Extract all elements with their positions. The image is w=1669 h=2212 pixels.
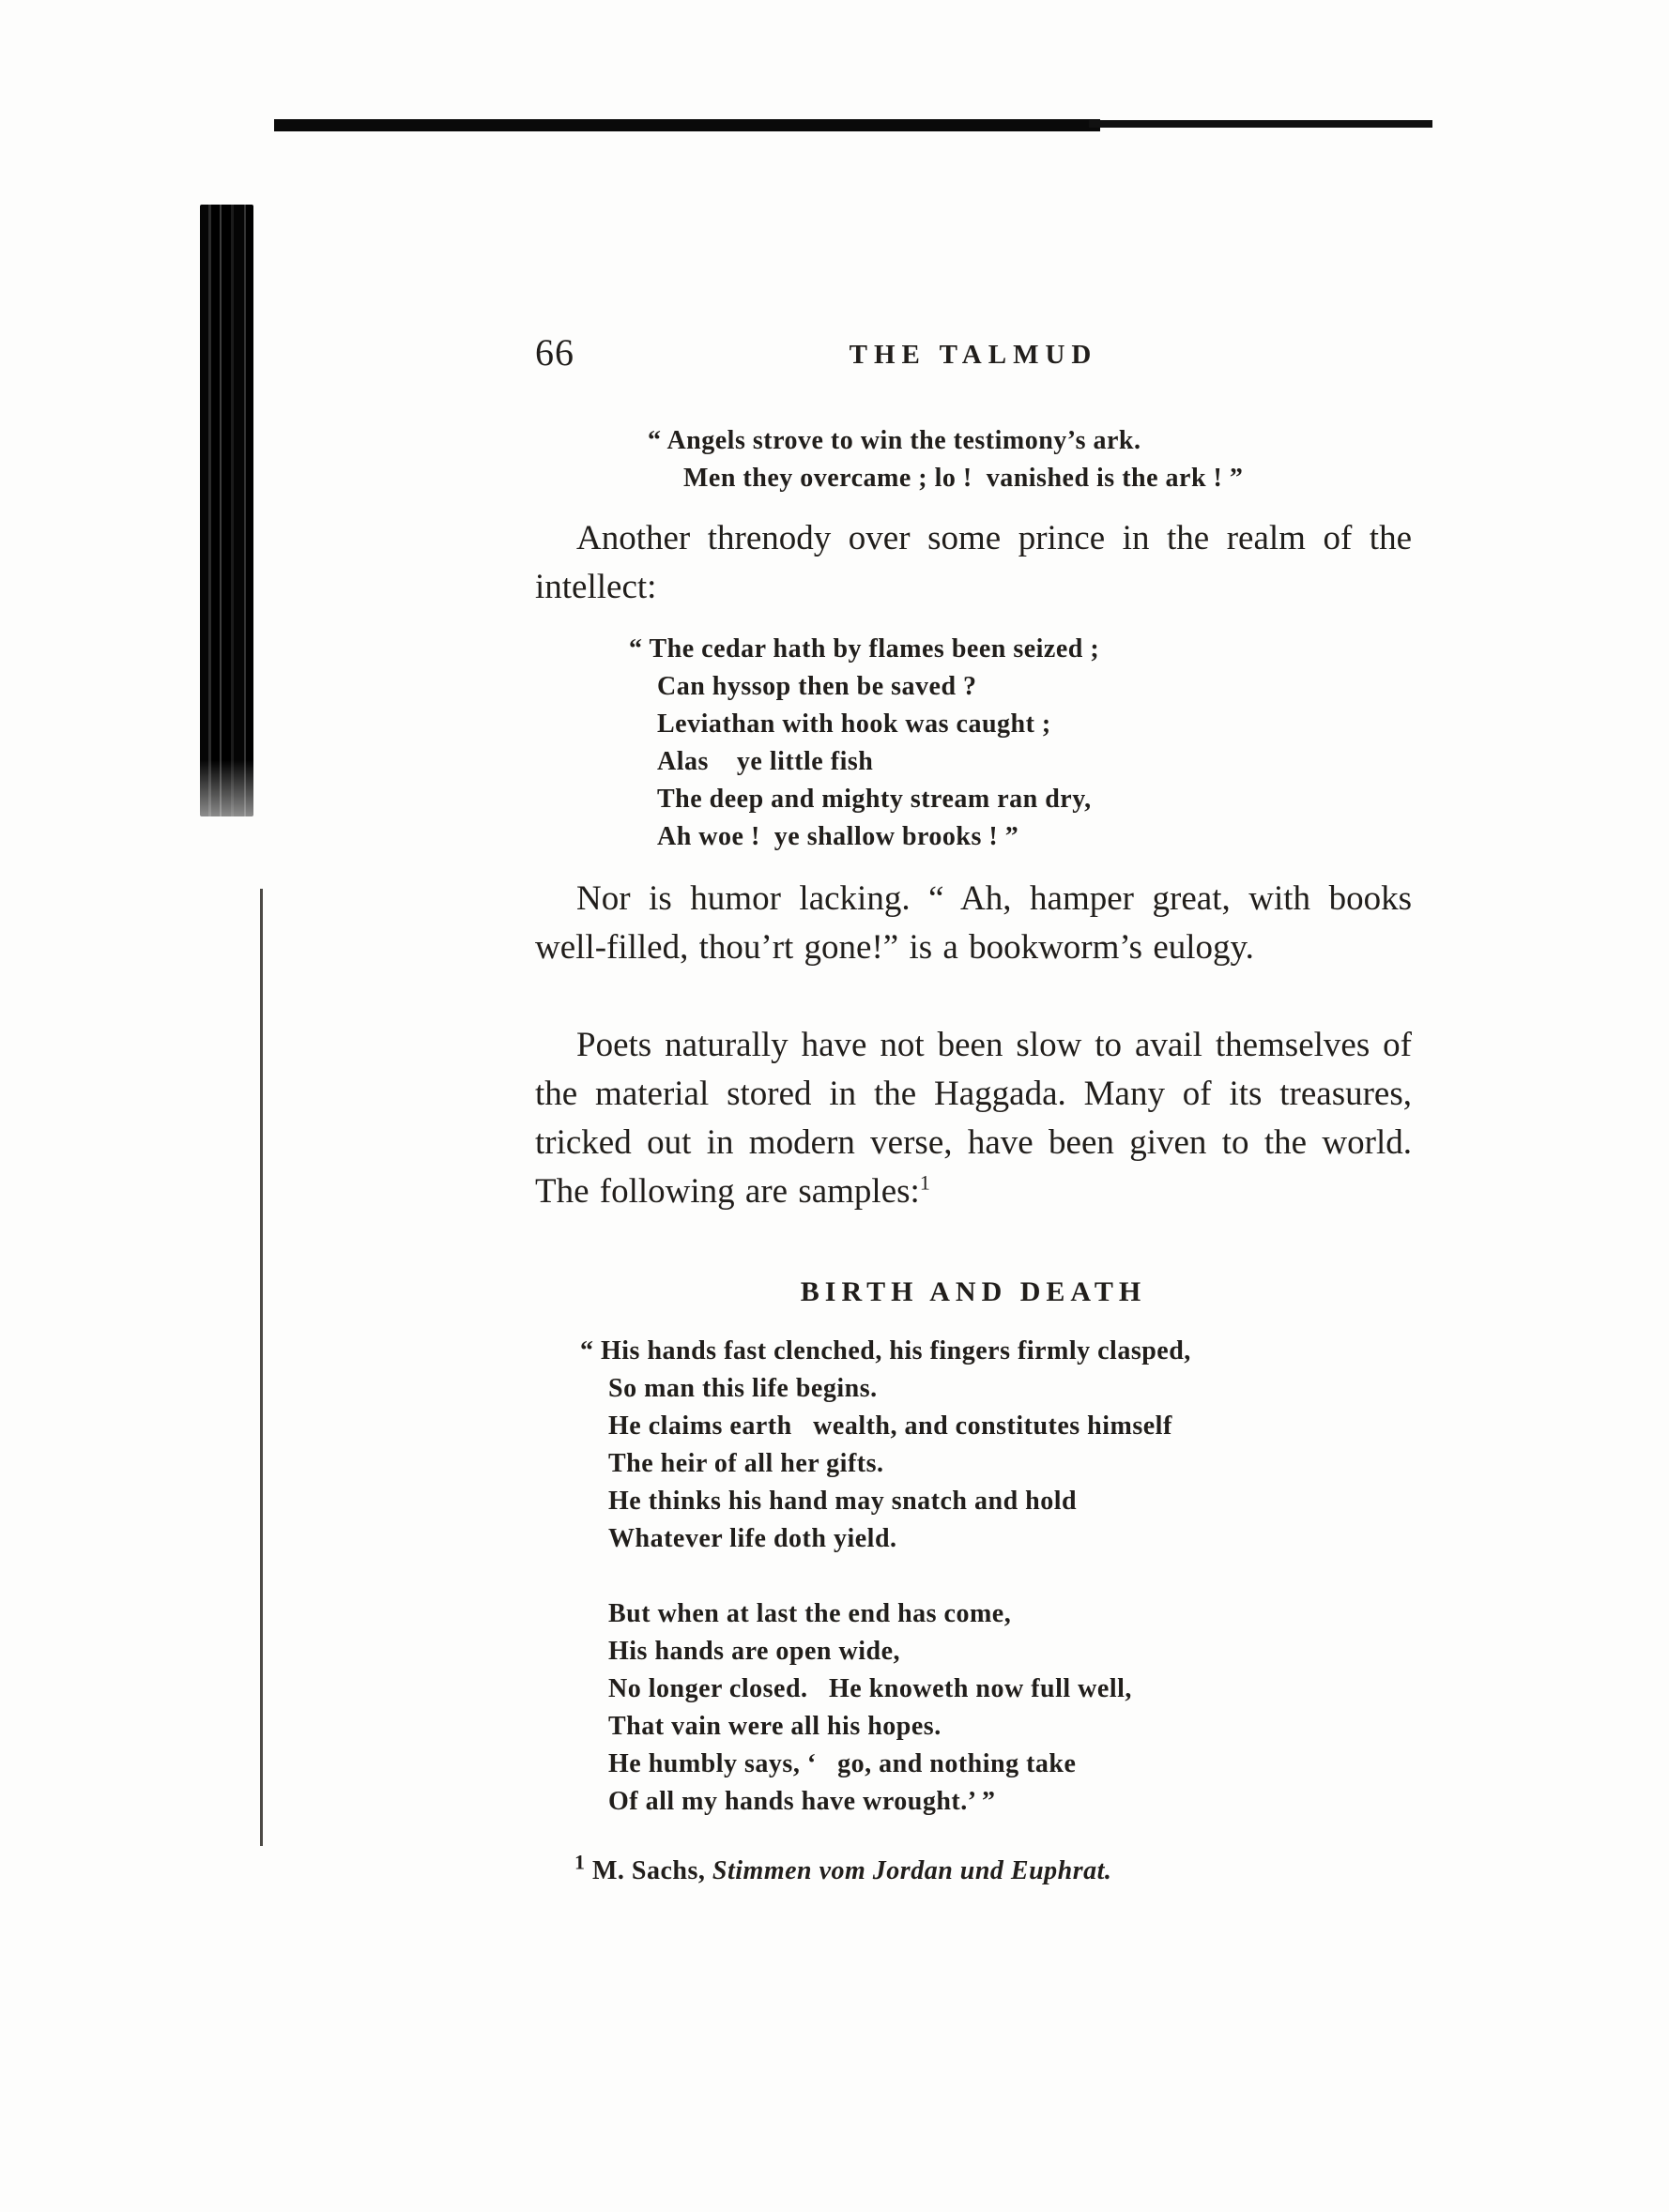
verse-line: Of all my hands have wrought.’ ” (608, 1787, 996, 1816)
verse-line: He claims earth wealth, and constitutes himself (608, 1411, 1172, 1441)
birth-and-death-stanza-1 (580, 1333, 1191, 1558)
birth-and-death-stanza-2 (608, 1595, 1132, 1821)
paragraph-threnody-intro: Another threnody over some prince in the realm of the intellect: (535, 519, 1412, 606)
footnote (574, 1850, 1112, 1886)
verse-line: He humbly says, ‘ go, and nothing take (608, 1749, 1077, 1778)
top-rule-thin (1089, 120, 1432, 128)
verse-line: His hands are open wide, (608, 1637, 900, 1666)
footnote-author: M. Sachs, (592, 1856, 712, 1885)
verse-line: Leviathan with hook was caught ; (657, 709, 1051, 739)
verse-line: Ah woe ! ye shallow brooks ! ” (657, 822, 1019, 851)
footnote-reference: 1 (919, 1170, 930, 1195)
paragraph-text: Poets naturally have not been slow to avail themselves of the material stored in the Haggada. Many of its treasures, tricked out in modern verse, have been given to the world. The following are samples: (535, 1026, 1412, 1211)
verse-line: “ The cedar hath by flames been seized ; (629, 634, 1100, 664)
verse-line: “ Angels strove to win the testimony’s ark. (648, 426, 1141, 455)
margin-line-artifact (260, 889, 263, 1846)
verse-line: But when at last the end has come, (608, 1599, 1012, 1628)
verse-line: He thinks his hand may snatch and hold (608, 1487, 1078, 1516)
verse-line: That vain were all his hopes. (608, 1712, 942, 1741)
top-rule (274, 119, 1100, 131)
verse-line: The heir of all her gifts. (608, 1449, 884, 1478)
verse-line: Men they overcame ; lo ! vanished is the ark ! ” (683, 464, 1244, 493)
verse-line: “ His hands fast clenched, his fingers firmly clasped, (580, 1336, 1191, 1365)
verse-line: The deep and mighty stream ran dry, (657, 785, 1092, 814)
verse-line: No longer closed. He knoweth now full well, (608, 1674, 1132, 1703)
paragraph-humor: Nor is humor lacking. “ Ah, hamper great, with books well-filled, thou’rt gone!” is a bookworm’s eulogy. (535, 879, 1412, 967)
cedar-poem (629, 631, 1100, 856)
page-number: 66 (535, 331, 574, 374)
footnote-title: Stimmen vom Jordan und Euphrat. (712, 1856, 1112, 1885)
verse-line: Alas ye little fish (657, 747, 874, 776)
footnote-marker: 1 (574, 1850, 586, 1874)
epigraph-verse (648, 422, 1243, 497)
binding-shadow-artifact (200, 205, 253, 816)
section-heading: BIRTH AND DEATH (800, 1276, 1147, 1307)
verse-line: Whatever life doth yield. (608, 1524, 897, 1553)
verse-line: So man this life begins. (608, 1374, 878, 1403)
paragraph-poets (535, 1021, 1412, 1216)
running-header: THE TALMUD (849, 340, 1098, 370)
verse-line: Can hyssop then be saved ? (657, 672, 977, 701)
